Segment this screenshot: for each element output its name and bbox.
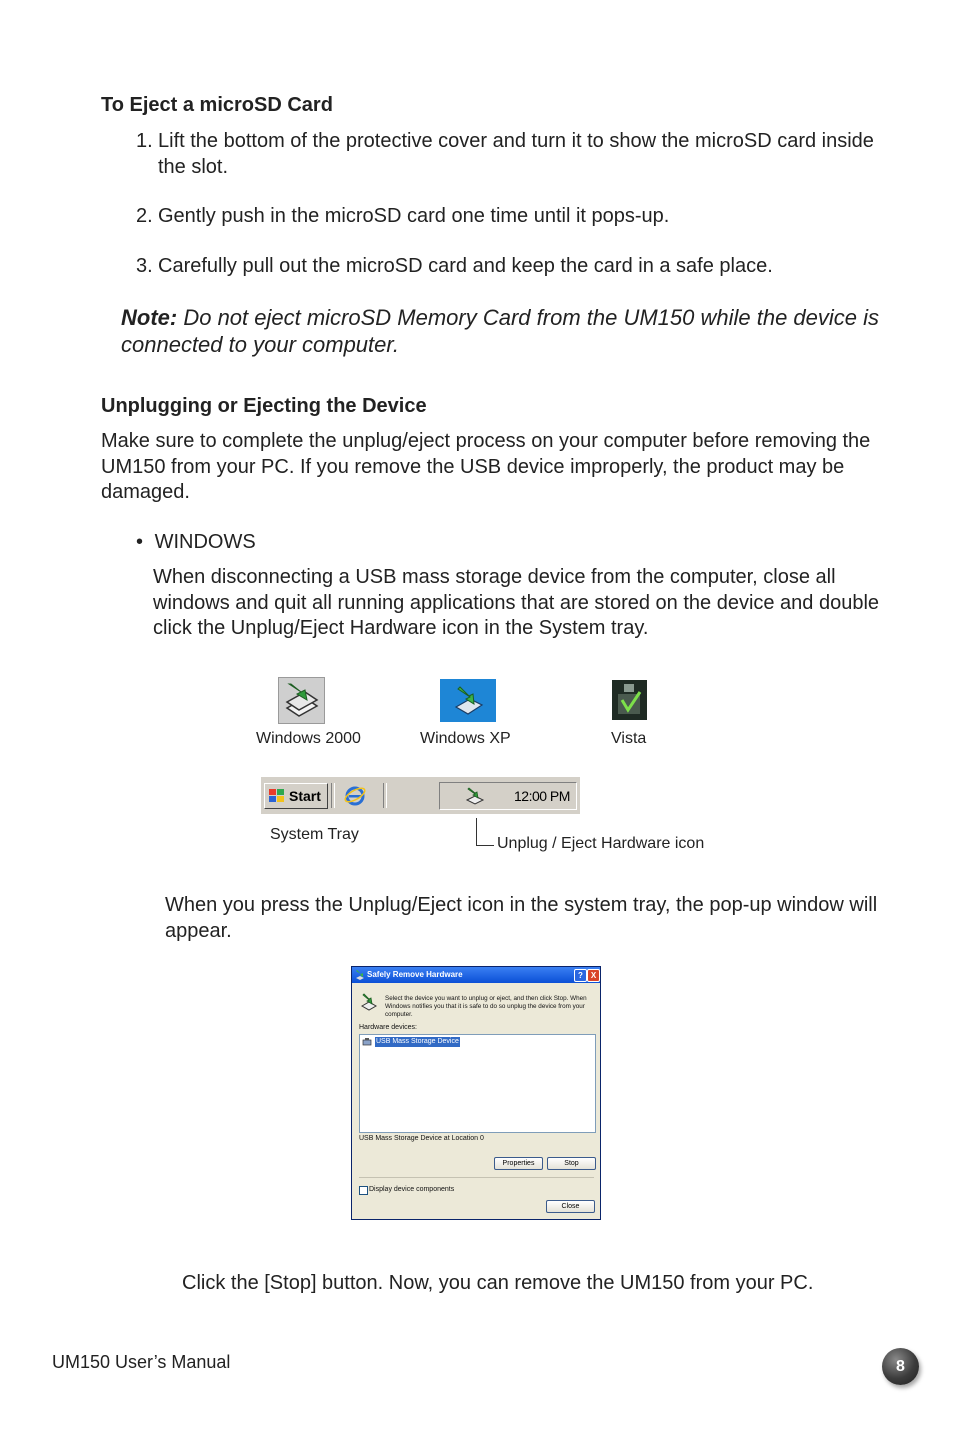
start-button[interactable] (264, 783, 328, 809)
step-number: 3. (136, 255, 153, 277)
windows-xp-caption: Windows XP (420, 730, 511, 747)
note-label: Note: (121, 305, 178, 330)
section-heading-unplugging: Unplugging or Ejecting the Device (101, 395, 427, 417)
start-label: Start (289, 788, 321, 804)
safely-remove-hardware-dialog (351, 966, 601, 1220)
close-button[interactable]: Close (546, 1200, 595, 1213)
properties-button[interactable]: Properties (494, 1157, 543, 1170)
unplug-eject-hardware-icon[interactable] (464, 786, 486, 806)
windows-2000-unplug-icon (278, 677, 325, 724)
usb-device-icon (362, 1037, 372, 1047)
step-text: Gently push in the microSD card one time until it pops-up. (158, 205, 670, 227)
taskbar-divider (331, 783, 335, 808)
step-number: 1. (136, 130, 153, 152)
unplug-hardware-icon (360, 993, 378, 1011)
selected-device[interactable]: USB Mass Storage Device (376, 1038, 459, 1045)
bullet-mark: • (136, 531, 144, 553)
taskbar-divider (383, 783, 387, 808)
dialog-title: Safely Remove Hardware (367, 970, 463, 979)
vista-caption: Vista (611, 730, 647, 747)
unplug-eject-caption: Unplug / Eject Hardware icon (497, 835, 705, 852)
display-components-checkbox[interactable] (359, 1186, 368, 1195)
dialog-separator (359, 1177, 594, 1178)
callout-line (476, 845, 494, 846)
note-text: Do not eject microSD Memory Card from the UM150 while the device is connected to your computer. (121, 305, 880, 357)
device-status: USB Mass Storage Device at Location 0 (359, 1135, 484, 1142)
bullet-label: WINDOWS (154, 531, 256, 553)
help-button[interactable]: ? (574, 969, 587, 982)
tray-clock: 12:00 PM (514, 788, 570, 804)
stop-button[interactable]: Stop (547, 1157, 596, 1170)
note (121, 304, 896, 358)
page-number-badge: 8 (882, 1348, 919, 1385)
display-components-label: Display device components (369, 1186, 455, 1193)
system-tray (439, 782, 577, 810)
internet-explorer-icon[interactable] (343, 783, 367, 807)
bullet-windows (136, 530, 256, 556)
dialog-title-icon (355, 970, 365, 980)
step-1 (136, 129, 896, 180)
windows-paragraph: When disconnecting a USB mass storage device from the computer, close all windows and quit all running applications that are stored on the device and double click the Unplug/Eject Hardware icon in the System tray. (153, 566, 880, 639)
hardware-devices-list[interactable] (359, 1034, 596, 1133)
dialog-titlebar (352, 967, 600, 983)
intro-paragraph: Make sure to complete the unplug/eject process on your computer before removing the UM150 from your PC. If you remove the USB device improperly, the product may be damaged. (101, 430, 871, 503)
step-text: Carefully pull out the microSD card and keep the card in a safe place. (158, 255, 773, 277)
step-number: 2. (136, 205, 153, 227)
close-x-button[interactable]: X (587, 969, 600, 982)
step-text: Lift the bottom of the protective cover and turn it to show the microSD card inside the slot. (158, 130, 874, 178)
taskbar (261, 776, 580, 814)
hardware-devices-label: Hardware devices: (359, 1024, 417, 1031)
footer-manual-title: UM150 User’s Manual (52, 1352, 231, 1372)
dialog-instructions: Select the device you want to unplug or eject, and then click Stop. When Windows notifies you that it is safe to do so unplug the device from your computer. (385, 995, 587, 1018)
final-instruction: Click the [Stop] button. Now, you can remove the UM150 from your PC. (182, 1272, 814, 1294)
windows-xp-unplug-icon (440, 679, 496, 722)
system-tray-caption: System Tray (270, 826, 359, 843)
vista-unplug-icon (612, 680, 647, 720)
section-heading-eject-microsd: To Eject a microSD Card (101, 94, 333, 116)
step-2 (136, 204, 896, 230)
callout-line (476, 818, 477, 846)
popup-paragraph: When you press the Unplug/Eject icon in the system tray, the pop-up window will appear. (165, 894, 878, 942)
windows-2000-caption: Windows 2000 (256, 730, 361, 747)
step-3 (136, 254, 896, 280)
windows-logo-icon (268, 788, 286, 804)
